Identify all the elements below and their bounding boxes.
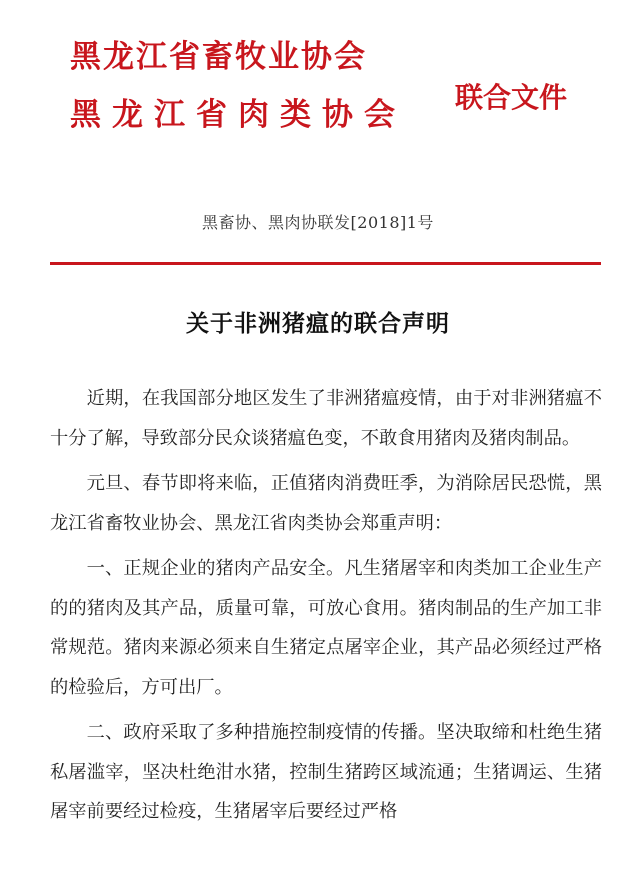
- org-name-line-2: 黑龙江省肉类协会: [70, 97, 406, 133]
- joint-document-label: 联合文件: [455, 81, 568, 114]
- document-title: 关于非洲猪瘟的联合声明: [186, 310, 450, 337]
- document-number: 黑畜协、黑肉协联发[2018]1号: [202, 213, 434, 232]
- body-paragraph: 一、正规企业的猪肉产品安全。凡生猪屠宰和肉类加工企业生产的的猪肉及其产品，质量可靠，可放心食用。猪肉制品的生产加工非常规范。猪肉来源必须来自生猪定点屠宰企业，其产品必须经过严格的检验后，方可出厂。: [50, 558, 602, 698]
- red-divider: [50, 262, 601, 265]
- body-paragraph: 元旦、春节即将来临，正值猪肉消费旺季，为消除居民恐慌，黑龙江省畜牧业协会、黑龙江省肉类协会郑重声明：: [50, 473, 602, 534]
- org-name-line-1: 黑龙江省畜牧业协会: [70, 39, 367, 75]
- body-paragraph: 近期，在我国部分地区发生了非洲猪瘟疫情，由于对非洲猪瘟不十分了解，导致部分民众谈猪瘟色变，不敢食用猪肉及猪肉制品。: [50, 388, 602, 449]
- document-body: [50, 379, 602, 838]
- body-paragraph: 二、政府采取了多种措施控制疫情的传播。坚决取缔和杜绝生猪私屠滥宰，坚决杜绝泔水猪，控制生猪跨区域流通；生猪调运、生猪屠宰前要经过检疫，生猪屠宰后要经过严格: [50, 722, 602, 822]
